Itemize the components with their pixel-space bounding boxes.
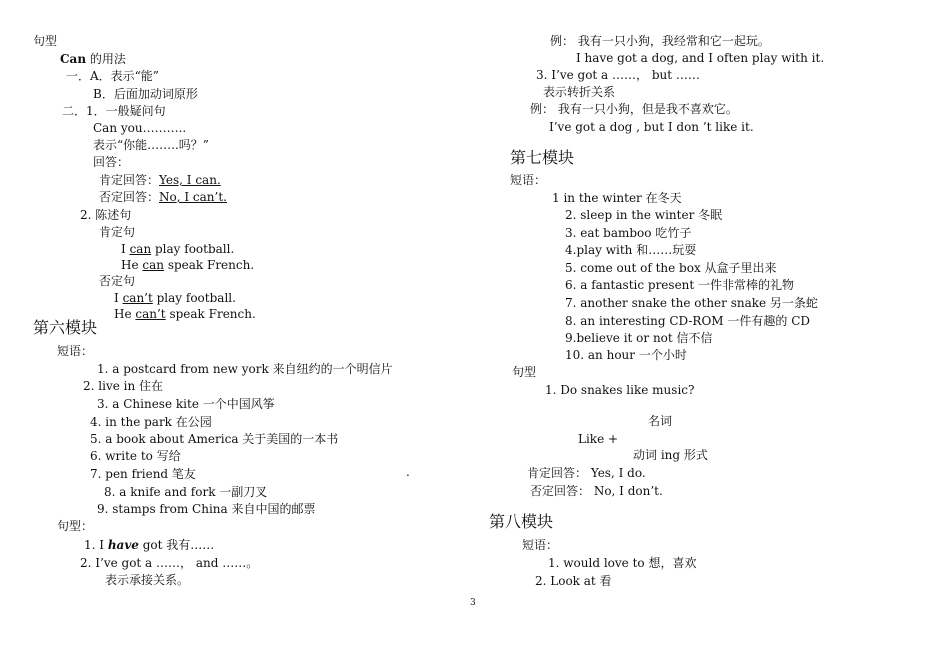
phrase-item: 4. in the park 在公园 [90, 415, 212, 429]
phrase-item: 10. an hour 一个小时 [565, 348, 687, 362]
can-word: Can [60, 52, 87, 66]
sentence-item: 1. Do snakes like music? [545, 383, 695, 397]
phrases-label: 短语： [57, 344, 94, 358]
phrase-item: 8. an interesting CD-ROM 一件有趣的 CD [565, 314, 811, 328]
module7-title: 第七模块 [510, 148, 575, 167]
phrase-item: 1. a postcard from new york 来自纽约的一个明信片 [97, 362, 393, 376]
module8-title: 第八模块 [489, 512, 554, 531]
example-sentence [114, 290, 236, 306]
like-plus: Like + [578, 432, 619, 446]
positive-answer-value: Yes, I can. [159, 173, 221, 187]
phrase-item: 3. a Chinese kite 一个中国风筝 [97, 397, 275, 411]
phrase-item: 2. Look at 看 [535, 574, 612, 588]
sentence-item: 2. I’ve got a ……， and ……。 [80, 556, 259, 570]
example-chinese: 例： 我有一只小狗，但是我不喜欢它。 [530, 102, 738, 116]
sentence-part: play football. [152, 291, 236, 305]
phrase-item: 2. live in 住在 [83, 379, 164, 393]
phrase-item: 5. a book about America 关于美国的一本书 [90, 432, 339, 446]
positive-answer: 肯定回答： Yes, I do. [527, 466, 646, 480]
example-chinese: 例： 我有一只小狗，我经常和它一起玩。 [550, 34, 770, 48]
page-number: 3 [470, 598, 476, 608]
sentence-item [84, 537, 214, 553]
answer-label: 回答： [93, 155, 130, 169]
positive-answer-label: 肯定回答： [99, 173, 160, 187]
stray-dot: . [406, 465, 410, 479]
question-meaning: 表示“你能……..吗？” [93, 138, 209, 152]
phrase-item: 6. write to 写给 [90, 449, 181, 463]
example-english: I’ve got a dog , but I don ’t like it. [549, 120, 754, 134]
verb-ing-label: 动词 ing 形式 [633, 448, 708, 462]
sentence-part: got 我有…… [138, 538, 215, 552]
phrase-item: 1 in the winter 在冬天 [552, 191, 682, 205]
have-word: have [107, 538, 139, 552]
phrase-item: 5. come out of the box 从盒子里出来 [565, 261, 777, 275]
phrase-item: 7. pen friend 笔友 [90, 467, 196, 481]
general-question-heading: 二．1．一般疑问句 [62, 104, 166, 118]
noun-label: 名词 [648, 414, 673, 428]
phrase-item: 2. sleep in the winter 冬眠 [565, 208, 723, 222]
sentence-note: 表示转折关系 [543, 85, 616, 99]
sentence-item: 3. I’ve got a ……， but …… [536, 68, 700, 82]
example-sentence [121, 257, 254, 273]
example-sentence [114, 306, 256, 322]
phrase-item: 9. stamps from China 来自中国的邮票 [97, 502, 316, 516]
sentence-part: 1. I [84, 538, 108, 552]
phrase-item: 6. a fantastic present 一件非常棒的礼物 [565, 278, 795, 292]
modal-verb: can [142, 258, 164, 272]
phrase-item: 3. eat bamboo 吃竹子 [565, 226, 692, 240]
modal-verb: can [129, 242, 152, 256]
phrase-item: 8. a knife and fork 一副刀叉 [104, 485, 268, 499]
sentence-part: play football. [151, 242, 235, 256]
affirmative-label: 肯定句 [99, 225, 136, 239]
phrase-item: 4.play with 和……玩耍 [565, 243, 697, 257]
negative-answer-value: No, I can’t. [159, 190, 227, 204]
modal-verb: can’t [135, 307, 166, 321]
negative-answer: 否定回答： No, I don’t. [530, 484, 663, 498]
example-sentence [121, 241, 234, 257]
sentence-header: 句型 [33, 34, 58, 48]
phrase-item: 7. another snake the other snake 另一条蛇 [565, 296, 818, 310]
negative-answer-label: 否定回答： [99, 190, 160, 204]
positive-answer [99, 172, 221, 188]
sentence-note: 表示承接关系。 [105, 573, 190, 587]
sentence-label: 句型 [512, 365, 537, 379]
module6-title: 第六模块 [33, 318, 98, 337]
sentence-part: I [121, 242, 130, 256]
can-meaning-a: 一．A．表示“能” [66, 69, 159, 83]
negative-label: 否定句 [99, 274, 136, 288]
sentence-part: speak French. [165, 307, 256, 321]
sentence-part: He [121, 258, 143, 272]
can-you-question: Can you……….. [93, 121, 187, 135]
sentence-part: I [114, 291, 123, 305]
phrases-label: 短语： [510, 173, 547, 187]
phrase-item: 9.believe it or not 信不信 [565, 331, 713, 345]
phrase-item: 1. would love to 想，喜欢 [548, 556, 697, 570]
example-english: I have got a dog, and I often play with it. [576, 51, 825, 65]
statement-heading: 2. 陈述句 [80, 208, 132, 222]
negative-answer [99, 189, 227, 205]
sentence-part: speak French. [164, 258, 255, 272]
sentence-part: He [114, 307, 136, 321]
sentence-label: 句型： [57, 519, 94, 533]
can-meaning-b: B．后面加动词原形 [93, 87, 198, 101]
modal-verb: can’t [122, 291, 153, 305]
phrases-label: 短语： [522, 538, 559, 552]
can-usage-title [60, 51, 126, 67]
can-title-rest: 的用法 [86, 52, 126, 66]
